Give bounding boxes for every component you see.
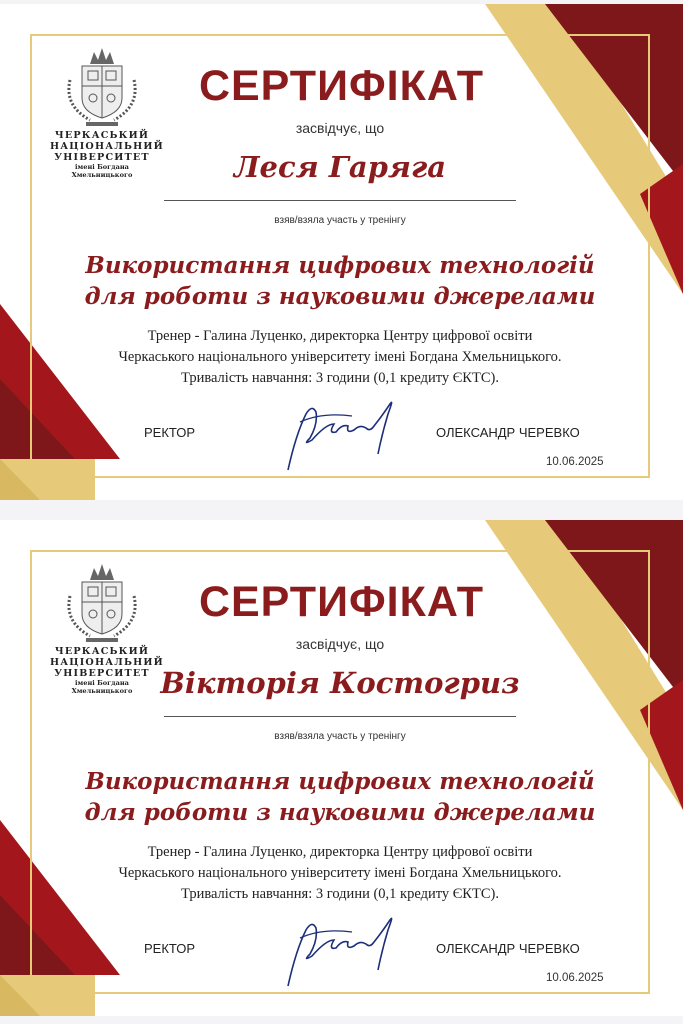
course-title: Використання цифрових технологій для роботи з науковими джерелами — [84, 768, 596, 826]
university-name: ЧЕРКАСЬКИЙ НАЦІОНАЛЬНИЙ УНІВЕРСИТЕТ — [50, 646, 164, 679]
issue-date: 10.06.2025 — [546, 972, 604, 984]
participated-text: взяв/взяла участь у тренінгу — [274, 215, 406, 226]
name-underline — [164, 716, 516, 717]
certifies-text: засвідчує, що — [295, 636, 385, 652]
certificate-1 — [0, 4, 683, 500]
course-description — [60, 842, 620, 905]
description-line: Черкаського національного університету імені Богдана Хмельницького. — [118, 349, 562, 365]
recipient-name: Вікторія Костогриз — [160, 666, 520, 700]
participated-text: взяв/взяла участь у тренінгу — [274, 731, 406, 742]
signer-name: ОЛЕКСАНДР ЧЕРЕВКО — [436, 425, 580, 440]
certificate-title: СЕРТИФІКАТ — [198, 62, 485, 110]
university-name: ЧЕРКАСЬКИЙ НАЦІОНАЛЬНИЙ УНІВЕРСИТЕТ — [50, 130, 164, 163]
certificate-title: СЕРТИФІКАТ — [198, 578, 485, 626]
signature-icon — [282, 910, 408, 994]
description-line: Тренер - Галина Луценко, директорка Центру цифрової освіти — [147, 844, 533, 860]
university-subtitle: імені Богдана Хмельницького — [71, 163, 133, 179]
description-line: Тривалість навчання: 3 години (0,1 кредиту ЄКТС). — [181, 370, 499, 386]
recipient-name: Леся Гаряга — [233, 150, 447, 184]
description-line: Тривалість навчання: 3 години (0,1 кредиту ЄКТС). — [181, 886, 499, 902]
certifies-text: засвідчує, що — [295, 120, 385, 136]
course-description — [60, 326, 620, 389]
course-title: Використання цифрових технологій для роботи з науковими джерелами — [84, 252, 596, 310]
description-line: Тренер - Галина Луценко, директорка Центру цифрової освіти — [147, 328, 533, 344]
signer-title: РЕКТОР — [144, 941, 196, 956]
issue-date: 10.06.2025 — [546, 456, 604, 468]
university-emblem-icon — [60, 556, 144, 642]
certificate-2 — [0, 520, 683, 1016]
signature-icon — [282, 394, 408, 478]
description-line: Черкаського національного університету імені Богдана Хмельницького. — [118, 865, 562, 881]
name-underline — [164, 200, 516, 201]
signer-title: РЕКТОР — [144, 425, 196, 440]
university-subtitle: імені Богдана Хмельницького — [71, 679, 133, 695]
signer-name: ОЛЕКСАНДР ЧЕРЕВКО — [436, 941, 580, 956]
university-emblem-icon — [60, 40, 144, 126]
